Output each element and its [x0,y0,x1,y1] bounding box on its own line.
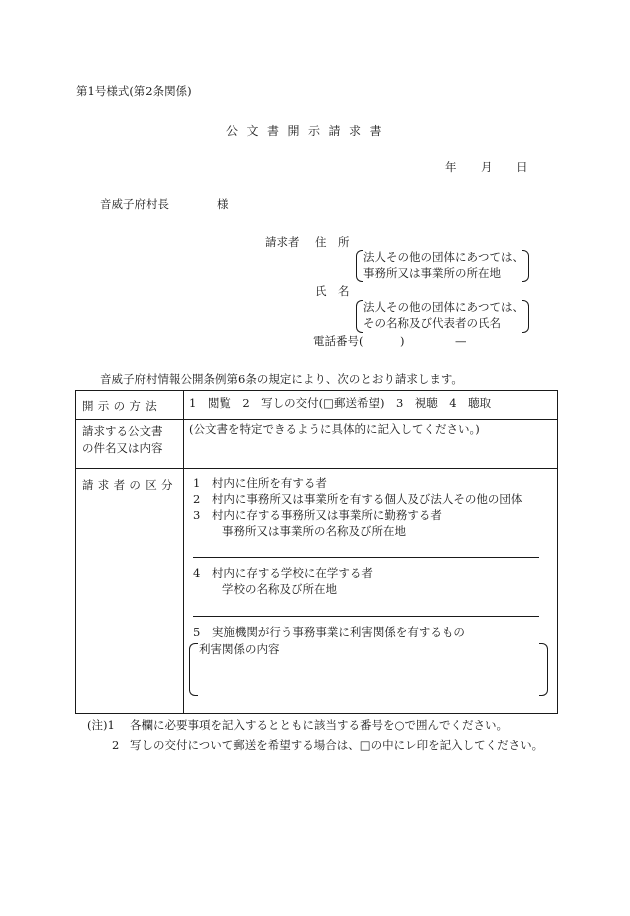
addressee-name: 音威子府村長 [100,197,169,211]
note-2: 写しの交付について郵送を希望する場合は、□の中にレ印を記入してください。 [130,738,544,752]
requester-label: 請求者 [265,235,300,249]
document-label-line2: の件名又は内容 [82,441,163,455]
document-content-cell[interactable] [184,420,558,469]
note-2-number: 2 [112,738,120,752]
category-item-5: 5 実施機関が行う事務事業に利害関係を有するもの [193,625,465,639]
form-number: 第1号様式(第2条関係) [76,84,192,98]
phone-dash: — [455,334,467,348]
category-item-5-sub: 利害関係の内容 [199,642,280,656]
category-row [76,469,558,714]
notes-prefix: (注)1 [87,718,115,732]
category-label: 請求者の区分 [82,478,177,492]
item-5-bracket-left [189,643,198,696]
document-row [76,420,558,469]
category-item-4: 4 村内に存する学校に在学する者 [193,566,373,580]
category-item-3-sub: 事務所又は事業所の名称及び所在地 [222,524,406,538]
category-content-cell[interactable] [184,469,558,714]
name-note-line1: 法人その他の団体にあつては、 [363,300,524,314]
name-note-line2: その名称及び代表者の氏名 [363,316,501,330]
name-label: 氏 名 [315,284,350,298]
item-5-bracket-right[interactable] [539,643,548,696]
method-options-cell[interactable] [184,391,558,420]
addressee-honorific: 様 [217,197,229,211]
item-3-underline[interactable] [193,557,539,558]
method-label-cell [76,391,184,420]
phone-label: 電話番号( [313,334,364,348]
item-4-underline[interactable] [193,616,539,617]
address-note-bracket-left [356,250,363,282]
intro-text: 音威子府村情報公開条例第6条の規定により、次のとおり請求します。 [100,372,463,386]
address-label: 住 所 [315,235,350,249]
page-title: 公文書開示請求書 [226,124,391,138]
category-item-2: 2 村内に事務所又は事業所を有する個人及び法人その他の団体 [193,492,523,506]
method-row [76,391,558,420]
note-1: 各欄に必要事項を記入するとともに該当する番号を○で囲んでください。 [130,718,509,732]
date-month-label: 月 [481,160,493,174]
date-year-label: 年 [445,160,457,174]
method-label: 開示の方法 [82,399,161,413]
category-label-cell [76,469,184,714]
address-note-line1: 法人その他の団体にあつては、 [363,250,524,264]
name-note-bracket-left [356,300,363,333]
address-note-line2: 事務所又は事業所の所在地 [363,266,501,280]
request-table [75,390,558,714]
phone-paren-close: ) [400,334,405,348]
category-item-4-sub: 学校の名称及び所在地 [222,582,337,596]
document-label-line1: 請求する公文書 [82,424,163,438]
document-note: (公文書を特定できるように具体的に記入してください。) [189,422,480,436]
document-label-cell [76,420,184,469]
date-day-label: 日 [516,160,528,174]
category-item-1: 1 村内に住所を有する者 [193,476,327,490]
category-item-3: 3 村内に存する事務所又は事業所に勤務する者 [193,508,442,522]
method-options: 1 閲覧 2 写しの交付(□郵送希望) 3 視聴 4 聴取 [189,396,492,410]
